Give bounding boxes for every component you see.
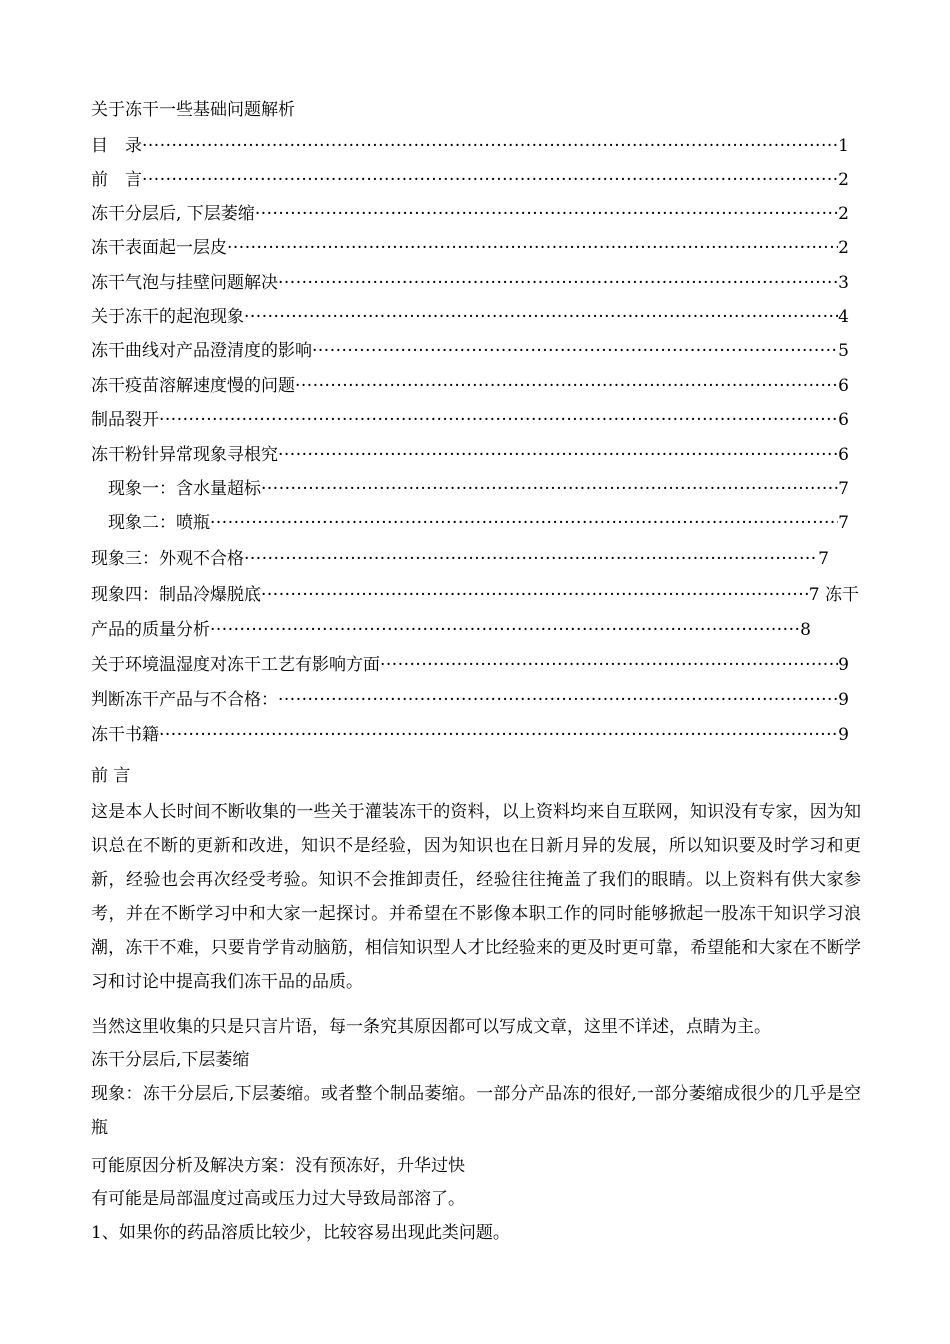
toc-entry-title: 目 录 (91, 136, 142, 156)
toc-entry-page: 2 (838, 204, 849, 224)
toc-dot-leader (380, 655, 838, 675)
toc-entry-title: 冻干书籍 (91, 725, 159, 745)
toc-entry[interactable] (91, 341, 849, 361)
toc-entry-title: 冻干分层后, 下层萎缩 (91, 204, 255, 224)
toc-dot-leader (210, 620, 800, 640)
analysis-line: 可能原因分析及解决方案：没有预冻好，升华过快 (91, 1156, 465, 1176)
toc-entry[interactable] (91, 585, 859, 605)
toc-entry[interactable] (91, 238, 849, 258)
toc-entry[interactable] (91, 725, 849, 745)
toc-entry-page: 2 (838, 238, 849, 258)
toc-entry-title: 判断冻干产品与不合格： (91, 690, 278, 710)
toc-entry-page: 1 (838, 136, 849, 156)
toc-entry-page: 7 (838, 479, 849, 499)
toc-entry-title: 冻干曲线对产品澄清度的影响 (91, 341, 312, 361)
phenomenon-paragraph: 现象：冻干分层后,下层萎缩。或者整个制品萎缩。一部分产品冻的很好,一部分萎缩成很少的几乎是空瓶 (91, 1084, 861, 1138)
document-title: 关于冻干一些基础问题解析 (91, 100, 295, 120)
toc-entry[interactable] (91, 549, 829, 569)
toc-entry-title: 前 言 (91, 170, 142, 190)
preface-paragraph: 这是本人长时间不断收集的一些关于灌装冻干的资料，以上资料均来自互联网，知识没有专家，因为知识总在不断的更新和改进，知识不是经验，因为知识也在日新月异的发展，所以知识要及时学习和更新，经验也会再次经受考验。知识不会推卸责任，经验往往掩盖了我们的眼睛。以上资料有供大家参考，并在不断学习中和大家一起探讨。并希望在不影像本职工作的同时能够掀起一股冻干知识学习浪潮，冻干不难，只要肯学肯动脑筋，相信知识型人才比经验来的更及时更可靠，希望能和大家在不断学习和讨论中提高我们冻干品的品质。 (91, 802, 861, 992)
toc-entry-page: 4 (838, 307, 849, 327)
toc-dot-leader (159, 410, 838, 430)
toc-dot-leader (295, 376, 838, 396)
toc-entry-title: 现象三：外观不合格 (91, 549, 244, 569)
toc-entry-page: 8 (800, 620, 811, 640)
toc-entry-page: 5 (838, 341, 849, 361)
toc-entry[interactable] (91, 655, 849, 675)
toc-entry[interactable] (91, 273, 849, 293)
toc-dot-leader (244, 307, 838, 327)
section-heading: 冻干分层后,下层萎缩 (91, 1050, 250, 1070)
toc-entry-page: 9 (838, 690, 849, 710)
toc-entry-title: 制品裂开 (91, 410, 159, 430)
toc-dot-leader (261, 479, 838, 499)
toc-entry-title: 关于冻干的起泡现象 (91, 307, 244, 327)
toc-entry[interactable] (91, 445, 849, 465)
toc-entry-title: 冻干疫苗溶解速度慢的问题 (91, 376, 295, 396)
toc-entry-title: 现象一：含水量超标 (108, 479, 261, 499)
toc-entry[interactable] (91, 307, 849, 327)
toc-dot-leader (159, 725, 838, 745)
toc-entry-title: 冻干粉针异常现象寻根究 (91, 445, 278, 465)
toc-dot-leader (261, 585, 809, 605)
toc-entry-page: 9 (838, 725, 849, 745)
toc-entry-title: 冻干气泡与挂壁问题解决 (91, 273, 278, 293)
toc-entry-title: 关于环境温湿度对冻干工艺有影响方面 (91, 655, 380, 675)
toc-dot-leader (278, 273, 838, 293)
toc-dot-leader (244, 549, 818, 569)
toc-dot-leader (278, 445, 838, 465)
toc-entry-page: 7 冻干 (808, 585, 859, 605)
point-line: 1、如果你的药品溶质比较少，比较容易出现此类问题。 (91, 1223, 510, 1243)
toc-entry-page: 3 (838, 273, 849, 293)
toc-entry[interactable] (91, 204, 849, 224)
toc-entry[interactable] (108, 513, 849, 533)
toc-entry[interactable] (91, 690, 849, 710)
toc-entry[interactable] (91, 410, 849, 430)
toc-dot-leader (210, 513, 838, 533)
toc-entry-page: 2 (838, 170, 849, 190)
toc-entry-title: 现象四：制品冷爆脱底 (91, 585, 261, 605)
toc-dot-leader (142, 170, 838, 190)
toc-entry-page: 9 (838, 655, 849, 675)
toc-dot-leader (227, 238, 838, 258)
toc-entry-title: 冻干表面起一层皮 (91, 238, 227, 258)
toc-dot-leader (255, 204, 838, 224)
toc-entry-title: 现象二：喷瓶 (108, 513, 210, 533)
toc-entry-page: 7 (838, 513, 849, 533)
toc-entry[interactable] (91, 376, 849, 396)
toc-entry-page: 7 (818, 549, 829, 569)
preface-heading: 前 言 (91, 766, 131, 786)
toc-dot-leader (142, 136, 838, 156)
toc-entry[interactable] (108, 479, 849, 499)
toc-dot-leader (278, 690, 838, 710)
toc-entry[interactable] (91, 170, 849, 190)
preface-note: 当然这里收集的只是只言片语，每一条究其原因都可以写成文章，这里不详述，点睛为主。 (91, 1017, 771, 1037)
toc-entry-page: 6 (838, 445, 849, 465)
toc-dot-leader (312, 341, 838, 361)
toc-entry[interactable] (91, 620, 811, 640)
toc-entry-page: 6 (838, 376, 849, 396)
toc-entry-page: 6 (838, 410, 849, 430)
toc-entry[interactable] (91, 136, 849, 156)
cause-line: 有可能是局部温度过高或压力过大导致局部溶了。 (91, 1189, 465, 1209)
toc-entry-title: 产品的质量分析 (91, 620, 210, 640)
